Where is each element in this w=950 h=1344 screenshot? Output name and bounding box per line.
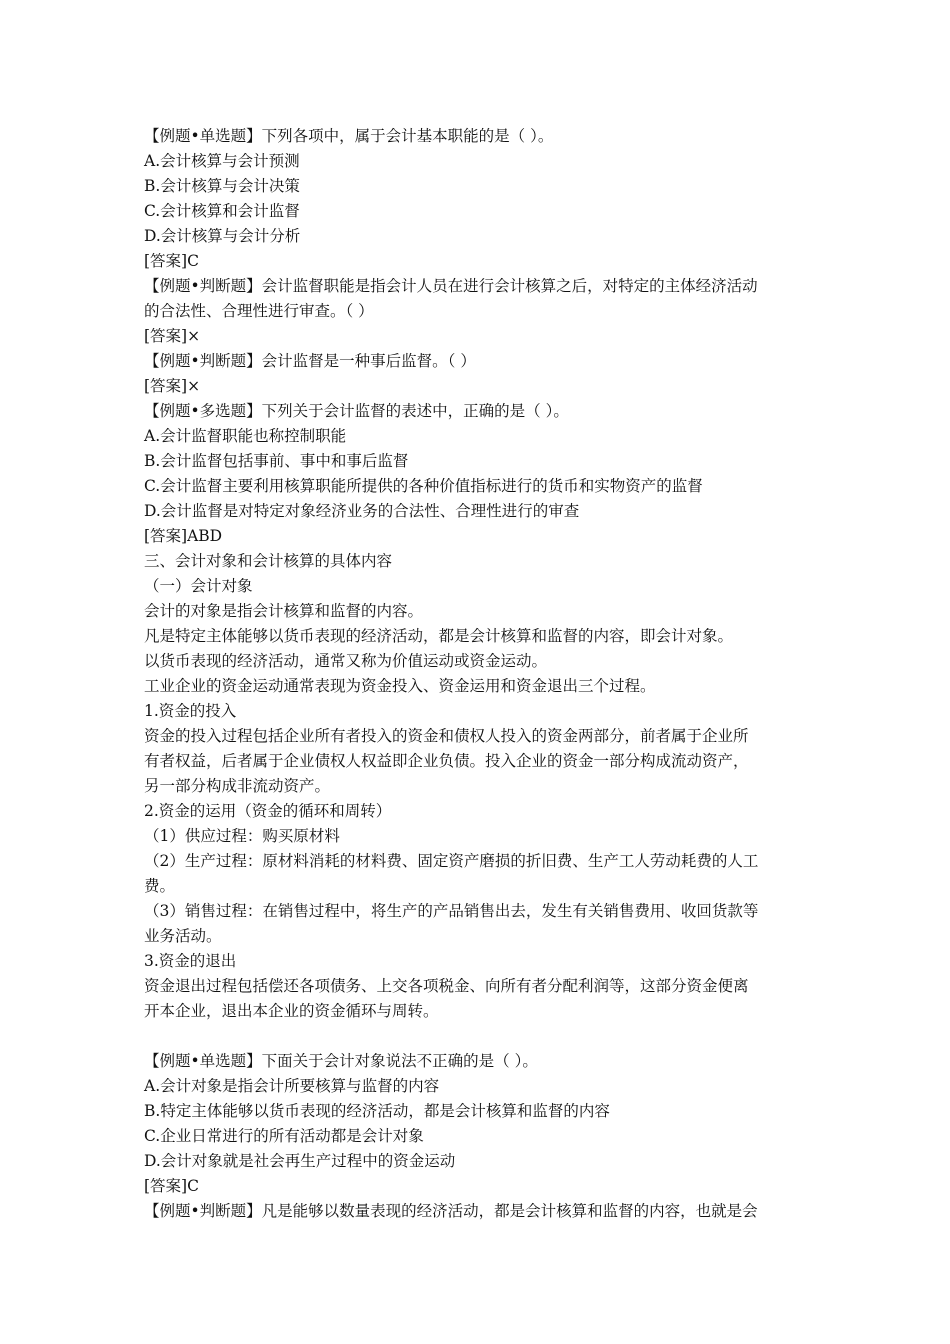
body-paragraph: 开本企业，退出本企业的资金循环与周转。: [144, 1002, 439, 1020]
list-item: （3）销售过程：在销售过程中，将生产的产品销售出去，发生有关销售费用、收回货款等: [144, 902, 759, 920]
question-5-option-d: D.会计对象就是社会再生产过程中的资金运动: [144, 1152, 456, 1170]
question-5-stem: 【例题•单选题】下面关于会计对象说法不正确的是（ ）。: [144, 1052, 538, 1070]
question-1-option-d: D.会计核算与会计分析: [144, 227, 301, 245]
body-paragraph: 以货币表现的经济活动，通常又称为价值运动或资金运动。: [144, 652, 548, 670]
list-item-cont: 业务活动。: [144, 927, 222, 945]
question-4-stem: 【例题•多选题】下列关于会计监督的表述中，正确的是（ ）。: [144, 402, 569, 420]
list-item: （2）生产过程：原材料消耗的材料费、固定资产磨损的折旧费、生产工人劳动耗费的人工: [144, 852, 759, 870]
question-1-option-a: A.会计核算与会计预测: [144, 152, 300, 170]
question-1-option-c: C.会计核算和会计监督: [144, 202, 300, 220]
question-2-answer: [答案]×: [144, 327, 201, 345]
item-heading: 1.资金的投入: [144, 702, 237, 720]
body-paragraph: 凡是特定主体能够以货币表现的经济活动，都是会计核算和监督的内容，即会计对象。: [144, 627, 734, 645]
question-1-answer: [答案]C: [144, 252, 199, 270]
question-5-option-a: A.会计对象是指会计所要核算与监督的内容: [144, 1077, 440, 1095]
question-5-answer: [答案]C: [144, 1177, 199, 1195]
question-1-stem: 【例题•单选题】下列各项中，属于会计基本职能的是（ ）。: [144, 127, 554, 145]
list-item: （1）供应过程：购买原材料: [144, 827, 340, 845]
question-2-stem-cont: 的合法性、合理性进行审查。（ ）: [144, 302, 374, 320]
question-4-option-c: C.会计监督主要利用核算职能所提供的各种价值指标进行的货币和实物资产的监督: [144, 477, 703, 495]
question-4-option-d: D.会计监督是对特定对象经济业务的合法性、合理性进行的审查: [144, 502, 580, 520]
question-4-option-b: B.会计监督包括事前、事中和事后监督: [144, 452, 409, 470]
item-heading: 3.资金的退出: [144, 952, 237, 970]
document-page: [144, 124, 810, 1224]
question-2-stem: 【例题•判断题】会计监督职能是指会计人员在进行会计核算之后，对特定的主体经济活动: [144, 277, 758, 295]
blank-line: [144, 1024, 810, 1049]
question-3-stem: 【例题•判断题】会计监督是一种事后监督。（ ）: [144, 352, 476, 370]
question-4-option-a: A.会计监督职能也称控制职能: [144, 427, 347, 445]
question-4-answer: [答案]ABD: [144, 527, 223, 545]
question-5-option-b: B.特定主体能够以货币表现的经济活动，都是会计核算和监督的内容: [144, 1102, 610, 1120]
question-1-option-b: B.会计核算与会计决策: [144, 177, 300, 195]
list-item-cont: 费。: [144, 877, 176, 895]
item-heading: 2.资金的运用（资金的循环和周转）: [144, 802, 392, 820]
body-paragraph: 工业企业的资金运动通常表现为资金投入、资金运用和资金退出三个过程。: [144, 677, 656, 695]
question-3-answer: [答案]×: [144, 377, 201, 395]
body-paragraph: 另一部分构成非流动资产。: [144, 777, 331, 795]
body-paragraph: 资金的投入过程包括企业所有者投入的资金和债权人投入的资金两部分，前者属于企业所: [144, 727, 749, 745]
section-heading: 三、会计对象和会计核算的具体内容: [144, 552, 393, 570]
body-paragraph: 资金退出过程包括偿还各项债务、上交各项税金、向所有者分配利润等，这部分资金便离: [144, 977, 749, 995]
question-6-stem: 【例题•判断题】凡是能够以数量表现的经济活动，都是会计核算和监督的内容，也就是会: [144, 1202, 758, 1220]
question-5-option-c: C.企业日常进行的所有活动都是会计对象: [144, 1127, 424, 1145]
body-paragraph: 有者权益，后者属于企业债权人权益即企业负债。投入企业的资金一部分构成流动资产，: [144, 752, 749, 770]
body-paragraph: 会计的对象是指会计核算和监督的内容。: [144, 602, 424, 620]
subsection-heading: （一）会计对象: [144, 577, 253, 595]
